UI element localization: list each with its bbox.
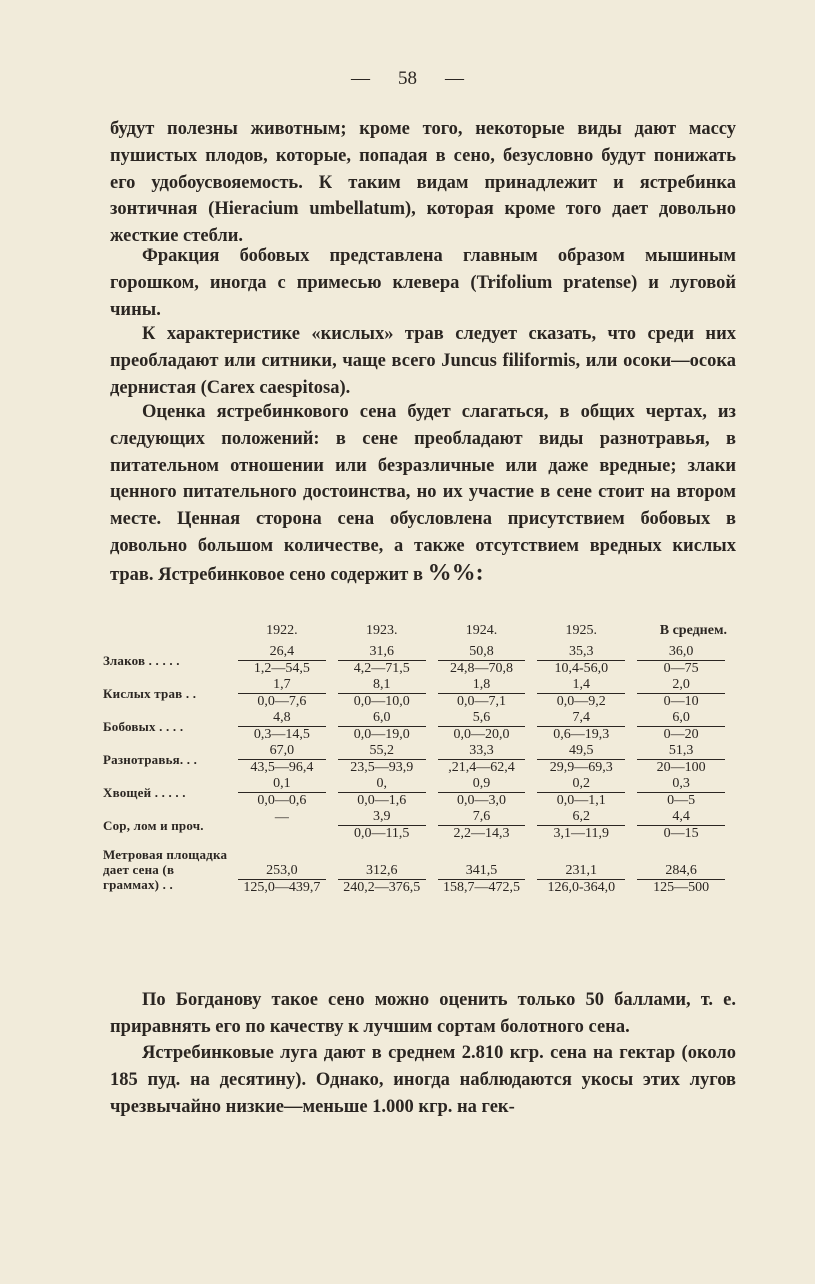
table-cell bbox=[232, 776, 332, 809]
row-label: Злаков . . . . . bbox=[103, 653, 180, 668]
cell-range: 29,9—69,3 bbox=[537, 759, 625, 776]
header-corner bbox=[103, 618, 232, 644]
cell-range: 0—75 bbox=[637, 660, 725, 677]
cell-range: 0,0—20,0 bbox=[438, 726, 526, 743]
table-cell bbox=[332, 743, 432, 776]
cell-range: 240,2—376,5 bbox=[338, 879, 426, 896]
table-cell bbox=[432, 743, 532, 776]
table-cell bbox=[232, 809, 332, 842]
paragraph-1: будут полезны животным; кроме того, некоторые виды дают массу пушистых плодов, которые, попадая в сено, безусловно будут понижать его удобоусвояемость. К таким видам принадлежит и ястребинка зонтичная (Hieracium umbellatum), которая кроме того дает довольно жесткие стебли. bbox=[110, 119, 736, 247]
cell-range: 0,0—0,6 bbox=[238, 792, 326, 809]
cell-mean: 1,8 bbox=[472, 677, 491, 692]
cell-range: 125—500 bbox=[637, 879, 725, 896]
cell-mean: 6,0 bbox=[672, 710, 690, 725]
cell-range: 0,6—19,3 bbox=[537, 726, 625, 743]
table-cell bbox=[631, 809, 731, 842]
cell-range: 1,2—54,5 bbox=[238, 660, 326, 677]
header-year: 1923. bbox=[365, 623, 398, 638]
table-cell bbox=[531, 743, 631, 776]
cell-mean: 0,9 bbox=[472, 776, 491, 791]
table-cell bbox=[631, 677, 731, 710]
table-cell bbox=[332, 809, 432, 842]
table-cell bbox=[332, 710, 432, 743]
cell-range: 4,2—71,5 bbox=[338, 660, 426, 677]
cell-range: 0,3—14,5 bbox=[238, 726, 326, 743]
row-label: Кислых трав . . bbox=[103, 686, 197, 701]
table-header-row bbox=[103, 618, 731, 644]
paragraph-4-text: Оценка ястребинкового сена будет слагаться, в общих чертах, из следующих положений: в сене преобладают виды разнотравья, в питательном отношении или безразличные или даже вредные; злаки ценного питательного достоинства, но их участие в сене стоит на втором месте. Ценная сторона сена обусловлена присутствием бобовых в довольно большом количестве, а также отсутствием вредных кислых трав. Ястребинковое сено содержит в bbox=[110, 402, 736, 585]
cell-mean: 33,3 bbox=[469, 743, 494, 758]
cell-range: 0,0—1,6 bbox=[338, 792, 426, 809]
row-label: Хвощей . . . . . bbox=[103, 785, 186, 800]
table-cell bbox=[631, 710, 731, 743]
table-cell bbox=[531, 677, 631, 710]
cell-range: 158,7—472,5 bbox=[438, 879, 526, 896]
cell-mean: 50,8 bbox=[469, 644, 494, 659]
table-cell bbox=[631, 776, 731, 809]
table-cell bbox=[332, 842, 432, 896]
header-year: 1924. bbox=[465, 623, 498, 638]
cell-mean: 2,0 bbox=[672, 677, 690, 692]
paragraph-5: По Богданову такое сено можно оценить только 50 баллами, т. е. приравнять его по качеству к лучшим сортам болотного сена. bbox=[110, 990, 736, 1037]
table-body bbox=[103, 644, 731, 896]
table-row bbox=[103, 809, 731, 842]
cell-mean: 312,6 bbox=[365, 863, 398, 878]
row-label: Бобовых . . . . bbox=[103, 719, 184, 734]
cell-mean: 8,1 bbox=[372, 677, 391, 692]
cell-range: 0,0—11,5 bbox=[338, 825, 426, 842]
cell-mean: 1,7 bbox=[273, 677, 291, 692]
table-cell bbox=[531, 710, 631, 743]
cell-mean: 6,2 bbox=[572, 809, 591, 824]
table-cell bbox=[531, 644, 631, 677]
percent-sign: %%: bbox=[427, 559, 484, 586]
cell-range: 2,2—14,3 bbox=[438, 825, 526, 842]
cell-range: 10,4-56,0 bbox=[537, 660, 625, 677]
composition-table bbox=[103, 618, 731, 896]
cell-range: ,21,4—62,4 bbox=[438, 759, 526, 776]
table-cell bbox=[432, 677, 532, 710]
cell-mean: 0,1 bbox=[273, 776, 291, 791]
cell-mean: 49,5 bbox=[569, 743, 594, 758]
table-cell bbox=[332, 644, 432, 677]
cell-range: 0,0—19,0 bbox=[338, 726, 426, 743]
cell-mean: 26,4 bbox=[269, 644, 295, 659]
cell-range: 0,0—7,1 bbox=[438, 693, 526, 710]
table-cell bbox=[332, 776, 432, 809]
cell-range: 43,5—96,4 bbox=[238, 759, 326, 776]
cell-mean: 55,2 bbox=[369, 743, 394, 758]
table-row bbox=[103, 776, 731, 809]
table-cell bbox=[232, 677, 332, 710]
cell-mean: 0,2 bbox=[572, 776, 591, 791]
row-label: Метровая площадка дает сена (в граммах) . . bbox=[103, 846, 228, 892]
table-cell bbox=[232, 743, 332, 776]
table-cell bbox=[631, 842, 731, 896]
page-number-value: 58 bbox=[398, 68, 417, 89]
folio-dash-right: — bbox=[445, 68, 464, 89]
paragraph-2: Фракция бобовых представлена главным образом мышиным горошком, иногда с примесью клевера (Trifolium pratense) и луговой чины. bbox=[110, 246, 736, 320]
cell-mean: 35,3 bbox=[569, 644, 594, 659]
cell-mean: 6,0 bbox=[372, 710, 391, 725]
cell-mean: 67,0 bbox=[269, 743, 295, 758]
table-cell bbox=[232, 710, 332, 743]
table-row bbox=[103, 644, 731, 677]
cell-range: 126,0-364,0 bbox=[537, 879, 625, 896]
table-cell bbox=[531, 776, 631, 809]
cell-range: 0,0—7,6 bbox=[238, 693, 326, 710]
cell-mean: 0, bbox=[376, 776, 387, 791]
paragraph-6: Ястребинковые луга дают в среднем 2.810 кгр. сена на гектар (около 185 пуд. на десятину). Однако, иногда наблюдаются укосы этих лугов чрезвычайно низкие—меньше 1.000 кгр. на гек- bbox=[110, 1043, 736, 1117]
cell-mean: 7,6 bbox=[472, 809, 491, 824]
row-label: Сор, лом и проч. bbox=[103, 818, 204, 833]
page-number bbox=[0, 68, 815, 90]
cell-range: 0—10 bbox=[637, 693, 725, 710]
cell-range: 3,1—11,9 bbox=[537, 825, 625, 842]
cell-range: 0,0—10,0 bbox=[338, 693, 426, 710]
cell-range: 0,0—3,0 bbox=[438, 792, 526, 809]
cell-mean: 36,0 bbox=[668, 644, 694, 659]
cell-mean: 3,9 bbox=[372, 809, 391, 824]
table-cell bbox=[432, 776, 532, 809]
table-cell bbox=[631, 743, 731, 776]
table-row bbox=[103, 677, 731, 710]
paragraph-3: К характеристике «кислых» трав следует сказать, что среди них преобладают или ситники, чаще всего Juncus filiformis, или осоки—осока дернистая (Carex caespitosa). bbox=[110, 324, 736, 398]
cell-range: 0—15 bbox=[637, 825, 725, 842]
cell-range: 23,5—93,9 bbox=[338, 759, 426, 776]
cell-range: 0—5 bbox=[637, 792, 725, 809]
row-label: Разнотравья. . . bbox=[103, 752, 198, 767]
table-cell bbox=[531, 842, 631, 896]
cell-mean: 4,8 bbox=[273, 710, 291, 725]
cell-range: 0,0—9,2 bbox=[537, 693, 625, 710]
header-year: 1922. bbox=[266, 623, 298, 638]
cell-mean: — bbox=[274, 810, 289, 825]
cell-mean: 341,5 bbox=[465, 863, 498, 878]
cell-mean: 4,4 bbox=[672, 809, 690, 824]
cell-range: 0,0—1,1 bbox=[537, 792, 625, 809]
cell-range: 20—100 bbox=[637, 759, 725, 776]
cell-range: 24,8—70,8 bbox=[438, 660, 526, 677]
table-cell bbox=[432, 710, 532, 743]
table-cell bbox=[631, 644, 731, 677]
cell-range bbox=[232, 826, 332, 842]
cell-mean: 253,0 bbox=[266, 863, 298, 878]
cell-mean: 51,3 bbox=[668, 743, 694, 758]
table-cell bbox=[432, 842, 532, 896]
folio-dash-left: — bbox=[351, 68, 370, 89]
cell-range: 125,0—439,7 bbox=[238, 879, 326, 896]
table-cell bbox=[432, 809, 532, 842]
cell-mean: 0,3 bbox=[672, 776, 690, 791]
paragraph-4 bbox=[110, 399, 736, 589]
table-cell bbox=[332, 677, 432, 710]
cell-mean: 1,4 bbox=[572, 677, 591, 692]
header-year: 1925. bbox=[565, 623, 598, 638]
table-cell bbox=[232, 842, 332, 896]
table-cell bbox=[232, 644, 332, 677]
cell-range: 0—20 bbox=[637, 726, 725, 743]
table-row bbox=[103, 743, 731, 776]
cell-mean: 31,6 bbox=[369, 644, 394, 659]
cell-mean: 7,4 bbox=[572, 710, 591, 725]
cell-mean: 5,6 bbox=[472, 710, 491, 725]
table-row bbox=[103, 842, 731, 896]
header-average: В среднем. bbox=[659, 623, 727, 638]
table-cell bbox=[432, 644, 532, 677]
cell-mean: 231,1 bbox=[565, 863, 598, 878]
table-cell bbox=[531, 809, 631, 842]
table-row bbox=[103, 710, 731, 743]
cell-mean: 284,6 bbox=[665, 863, 697, 878]
